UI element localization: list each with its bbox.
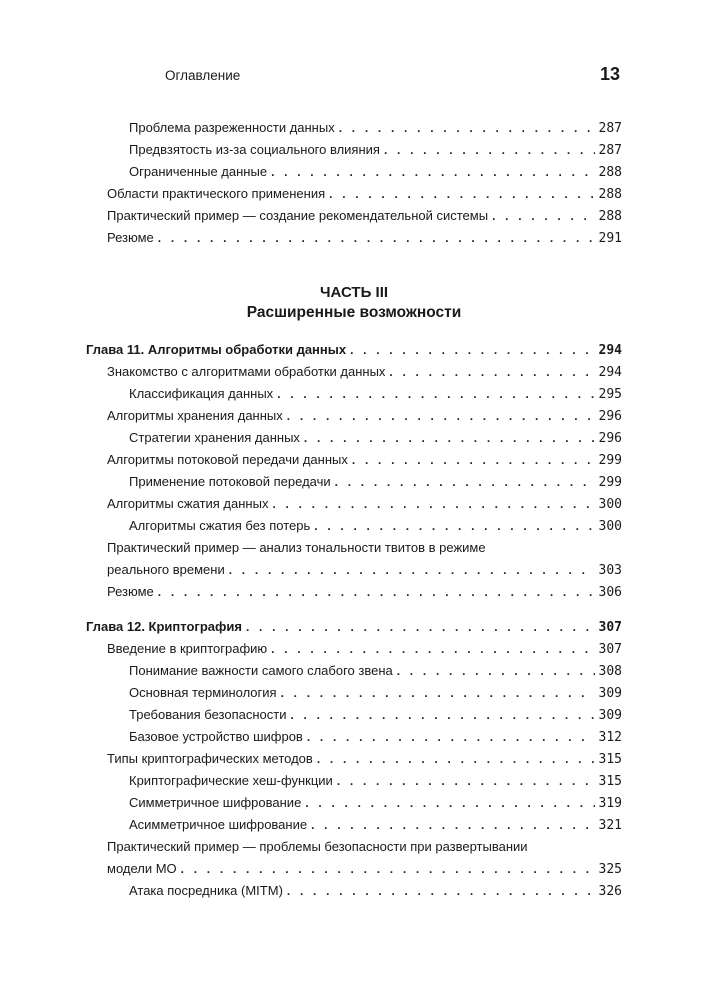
toc-entry-first-line[interactable] [0,836,708,858]
toc-entry-label: Практический пример — создание рекомендательной системы [107,208,489,223]
toc-entry-page: 309 [598,686,622,701]
toc-entry-label: Практический пример — проблемы безопасности при развертывании [107,839,528,854]
toc-entry-label: Классификация данных [129,386,274,401]
toc-entry[interactable] [0,880,708,902]
toc-entry[interactable] [0,682,708,704]
dot-leader [287,880,595,902]
toc-entry[interactable] [0,515,708,537]
toc-entry-label: Области практического применения [107,186,326,201]
toc-entry-label: Глава 11. Алгоритмы обработки данных [86,342,347,357]
dot-leader [271,161,594,183]
toc-entry-label: Алгоритмы хранения данных [107,408,283,423]
toc-entry-label: Проблема разреженности данных [129,120,335,135]
part-title: Расширенные возможности [246,304,462,321]
toc-entry[interactable] [0,161,708,183]
toc-entry-page: 307 [598,620,622,635]
toc-entry[interactable] [0,770,708,792]
toc-entry[interactable] [0,405,708,427]
toc-entry-page: 315 [598,774,622,789]
dot-leader [158,227,595,249]
toc-chapter-11 [0,339,708,603]
dot-leader [397,660,595,682]
toc-entry-label: Понимание важности самого слабого звена [129,663,393,678]
toc-entry-label: Глава 12. Криптография [86,619,242,634]
toc-entry[interactable] [0,449,708,471]
toc-entry-label: Ограниченные данные [129,164,268,179]
dot-leader [181,858,595,880]
toc-entry[interactable] [0,858,708,880]
toc-entry-label: Основная терминология [129,685,277,700]
toc-entry[interactable] [0,427,708,449]
toc-entry-page: 307 [598,642,622,657]
toc-entry[interactable] [0,183,708,205]
toc-chapter-12 [0,616,708,902]
toc-entry[interactable] [0,471,708,493]
toc-entry-label: Знакомство с алгоритмами обработки данных [107,364,386,379]
toc-entry[interactable] [0,227,708,249]
toc-entry[interactable] [0,581,708,603]
dot-leader [384,139,595,161]
dot-leader [311,814,594,836]
toc-entry[interactable] [0,792,708,814]
running-title: Оглавление [165,68,241,83]
toc-entry-label: Применение потоковой передачи [129,474,331,489]
toc-entry-label: реального времени [107,562,225,577]
toc-entry-page: 296 [598,431,622,446]
toc-entry-page: 296 [598,409,622,424]
dot-leader [339,117,595,139]
toc-entry-page: 287 [598,121,622,136]
toc-entry[interactable] [0,117,708,139]
toc-entry[interactable] [0,726,708,748]
toc-entry[interactable] [0,748,708,770]
dot-leader [271,638,594,660]
toc-entry[interactable] [0,361,708,383]
toc-entry-label: Криптографические хеш-функции [129,773,333,788]
toc-entry-page: 312 [598,730,622,745]
toc-entry-page: 303 [598,563,622,578]
toc-entry-page: 306 [598,585,622,600]
toc-entry-page: 325 [598,862,622,877]
dot-leader [329,183,594,205]
toc-entry-label: Введение в криптографию [107,641,268,656]
toc-entry[interactable] [0,638,708,660]
dot-leader [337,770,595,792]
toc-entry[interactable] [0,660,708,682]
toc-entry-label: Требования безопасности [129,707,287,722]
toc-entry-label: Предвзятость из-за социального влияния [129,142,380,157]
toc-entry-label: Алгоритмы потоковой передачи данных [107,452,348,467]
toc-entry-page: 319 [598,796,622,811]
page-number: 13 [599,64,620,84]
toc-entry-page: 294 [598,365,622,380]
dot-leader [314,515,594,537]
part-number: ЧАСТЬ III [319,284,389,301]
dot-leader [229,559,595,581]
toc-entry-page: 309 [598,708,622,723]
dot-leader [287,405,595,427]
toc-entry-page: 288 [598,165,622,180]
dot-leader [290,704,594,726]
toc-entry-page: 288 [598,209,622,224]
toc-entry-page: 300 [598,519,622,534]
dot-leader [272,493,594,515]
dot-leader [389,361,594,383]
chapter-heading[interactable] [0,339,708,361]
toc-entry-page: 294 [598,343,622,358]
dot-leader [317,748,595,770]
toc-entry[interactable] [0,704,708,726]
toc-entry-page: 315 [598,752,622,767]
dot-leader [492,205,594,227]
toc-entry[interactable] [0,383,708,405]
toc-entry-label: Симметричное шифрование [129,795,302,810]
toc-entry-page: 295 [598,387,622,402]
part-heading [0,283,708,323]
dot-leader [335,471,595,493]
toc-entry-label: Практический пример — анализ тональности твитов в режиме [107,540,486,555]
toc-entry-label: Типы криптографических методов [107,751,313,766]
toc-entry-page: 308 [598,664,622,679]
running-head [165,64,620,86]
toc-entry-label: Базовое устройство шифров [129,729,303,744]
toc-entry-label: Алгоритмы сжатия без потерь [129,518,311,533]
toc-entry[interactable] [0,139,708,161]
toc-entry[interactable] [0,814,708,836]
toc-entry[interactable] [0,559,708,581]
toc-entry-label: Атака посредника (MITM) [129,883,283,898]
dot-leader [277,383,594,405]
toc-entry-page: 288 [598,187,622,202]
dot-leader [304,427,595,449]
toc-entry-page: 299 [598,475,622,490]
toc-top-block [0,117,708,249]
toc-entry-label: Стратегии хранения данных [129,430,300,445]
dot-leader [305,792,594,814]
dot-leader [307,726,595,748]
toc-entry-page: 300 [598,497,622,512]
toc-entry-label: модели МО [107,861,177,876]
toc-entry[interactable] [0,205,708,227]
toc-entry-page: 326 [598,884,622,899]
dot-leader [352,449,595,471]
dot-leader [246,616,595,638]
chapter-heading[interactable] [0,616,708,638]
toc-entry-first-line[interactable] [0,537,708,559]
dot-leader [158,581,595,603]
toc-entry-label: Алгоритмы сжатия данных [107,496,269,511]
toc-entry-page: 299 [598,453,622,468]
dot-leader [281,682,595,704]
toc-entry-label: Резюме [107,230,154,245]
toc-entry-label: Асимметричное шифрование [129,817,308,832]
toc-entry-page: 287 [598,143,622,158]
toc-entry-page: 321 [598,818,622,833]
dot-leader [350,339,594,361]
toc-entry-label: Резюме [107,584,154,599]
toc-entry-page: 291 [598,231,622,246]
toc-entry[interactable] [0,493,708,515]
